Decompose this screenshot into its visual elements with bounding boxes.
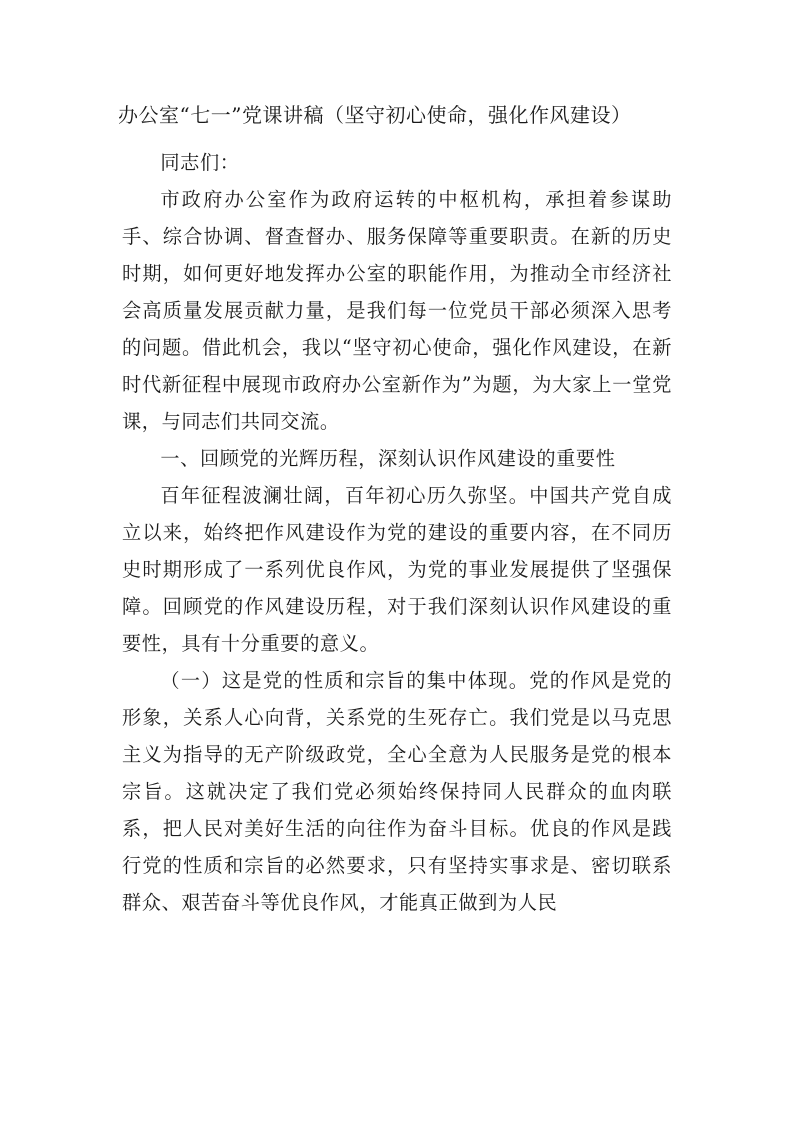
section-heading-1: 一、回顾党的光辉历程，深刻认识作风建设的重要性 [160,447,616,470]
salutation: 同志们： [160,151,240,174]
paragraph-history: 百年征程波澜壮阔，百年初心历久弥坚。中国共产党自成立以来，始终把作风建设作为党的建设的重要内容，在不同历史时期形成了一系列优良作风，为党的事业发展提供了坚强保障。回顾党的作风建设历程，对于我们深刻认识作风建设的重要性，具有十分重要的意义。 [122,484,672,655]
paragraph-intro: 市政府办公室作为政府运转的中枢机构，承担着参谋助手、综合协调、督查督办、服务保障等重要职责。在新的历史时期，如何更好地发挥办公室的职能作用，为推动全市经济社会高质量发展贡献力量，是我们每一位党员干部必须深入思考的问题。借此机会，我以“坚守初心使命，强化作风建设，在新时代新征程中展现市政府办公室新作为”为题，为大家上一堂党课，与同志们共同交流。 [122,188,672,433]
document-title: 办公室“七一”党课讲稿（坚守初心使命，强化作风建设） [118,103,632,127]
document-body [122,144,672,921]
paragraph-point-1: （一）这是党的性质和宗旨的集中体现。党的作风是党的形象，关系人心向背，关系党的生死存亡。我们党是以马克思主义为指导的无产阶级政党，全心全意为人民服务是党的根本宗旨。这就决定了我们党必须始终保持同人民群众的血肉联系，把人民对美好生活的向往作为奋斗目标。优良的作风是践行党的性质和宗旨的必然要求，只有坚持实事求是、密切联系群众、艰苦奋斗等优良作风，才能真正做到为人民 [122,669,672,914]
